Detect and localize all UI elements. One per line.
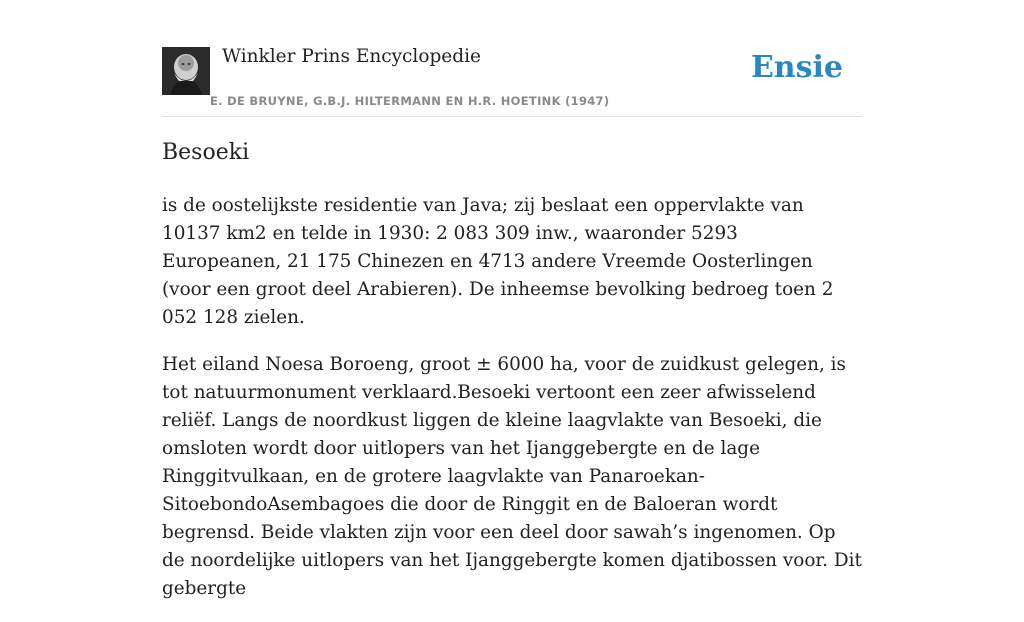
author-portrait-icon [162, 47, 210, 95]
entry-paragraph: Het eiland Noesa Boroeng, groot ± 6000 ha, voor de zuidkust gelegen, is tot natuurmonument verklaard.Besoeki vertoont een zeer afwisselend reliëf. Langs de noordkust liggen de kleine laagvlakte van Besoeki, die omsloten wordt door uitlopers van het Ijanggebergte en de lage Ringgitvulkaan, en de grotere laagvlakte van Panaroekan-SitoebondoAsembagoes die door de Ringgit en de Baloeran wordt begrensd. Beide vlakten zijn voor een deel door sawah’s ingenomen. Op de noordelijke uitlopers van het Ijanggebergte komen djatibossen voor. Dit gebergte [162, 354, 862, 599]
article-header [162, 0, 862, 117]
author-avatar[interactable] [162, 47, 210, 95]
source-title[interactable]: Winkler Prins Encyclopedie [222, 46, 481, 67]
brand-logo[interactable]: Ensie [750, 50, 843, 85]
entry-paragraph: is de oostelijkste residentie van Java; zij beslaat een oppervlakte van 10137 km2 en telde in 1930: 2 083 309 inw., waaronder 5293 Europeanen, 21 175 Chinezen en 4713 andere Vreemde Oosterlingen (voor een groot deel Arabieren). De inheemse bevolking bedroeg toen 2 052 128 zielen. [162, 195, 834, 328]
entry-title: Besoeki [162, 140, 250, 165]
source-authors: E. DE BRUYNE, G.B.J. HILTERMANN EN H.R. HOETINK (1947) [210, 94, 610, 108]
article-page [162, 0, 862, 599]
entry-body [162, 192, 862, 622]
